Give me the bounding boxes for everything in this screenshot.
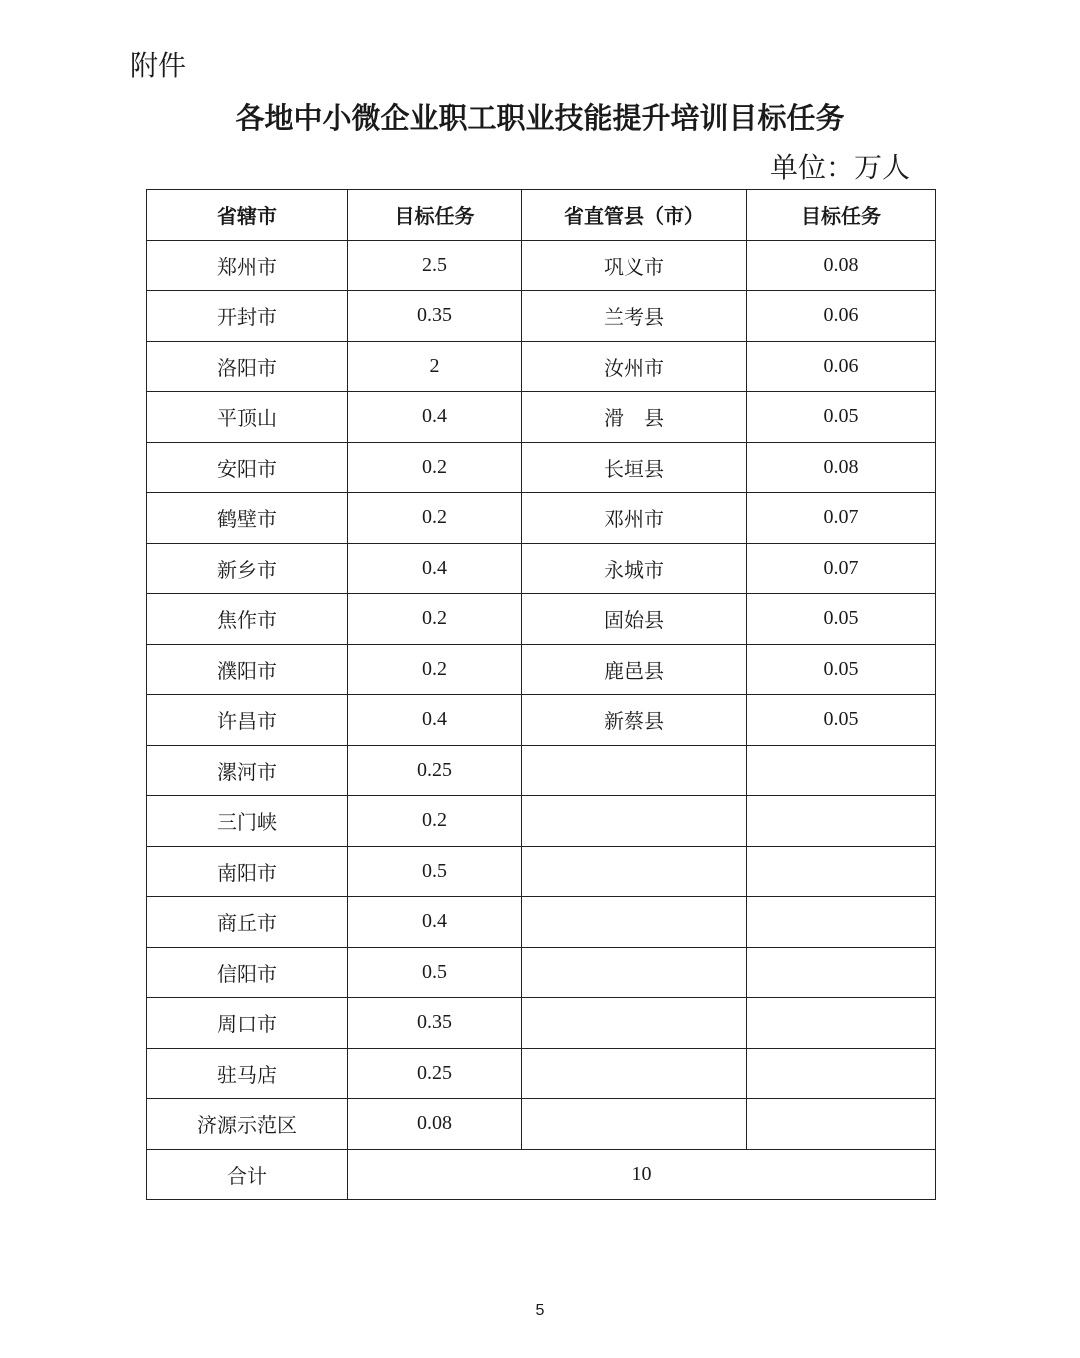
city-target: 0.25 <box>348 1048 522 1099</box>
total-label: 合计 <box>147 1149 348 1200</box>
county-name: 邓州市 <box>522 493 747 544</box>
city-target: 0.2 <box>348 594 522 645</box>
city-target: 2 <box>348 341 522 392</box>
city-target: 0.4 <box>348 695 522 746</box>
header-county-target: 目标任务 <box>747 190 936 241</box>
total-value: 10 <box>348 1149 936 1200</box>
county-target <box>747 745 936 796</box>
table-row <box>147 998 936 1049</box>
city-target: 0.2 <box>348 493 522 544</box>
attachment-label: 附件 <box>130 49 187 82</box>
table-row <box>147 493 936 544</box>
county-name <box>522 846 747 897</box>
county-name: 长垣县 <box>522 442 747 493</box>
city-name: 信阳市 <box>147 947 348 998</box>
city-name: 许昌市 <box>147 695 348 746</box>
county-name: 新蔡县 <box>522 695 747 746</box>
county-target: 0.05 <box>747 695 936 746</box>
table-row <box>147 442 936 493</box>
table-row <box>147 1048 936 1099</box>
table-body <box>147 240 936 1149</box>
target-task-table <box>146 189 936 1200</box>
city-target: 0.25 <box>348 745 522 796</box>
city-name: 周口市 <box>147 998 348 1049</box>
city-name: 焦作市 <box>147 594 348 645</box>
county-target: 0.05 <box>747 644 936 695</box>
county-name: 鹿邑县 <box>522 644 747 695</box>
city-target: 0.4 <box>348 897 522 948</box>
county-name <box>522 998 747 1049</box>
city-name: 南阳市 <box>147 846 348 897</box>
header-city-target: 目标任务 <box>348 190 522 241</box>
header-city: 省辖市 <box>147 190 348 241</box>
city-name: 漯河市 <box>147 745 348 796</box>
city-name: 济源示范区 <box>147 1099 348 1150</box>
county-target: 0.05 <box>747 594 936 645</box>
county-name: 滑 县 <box>522 392 747 443</box>
county-name: 汝州市 <box>522 341 747 392</box>
county-target: 0.08 <box>747 442 936 493</box>
table-row <box>147 341 936 392</box>
city-target: 0.2 <box>348 644 522 695</box>
county-target: 0.06 <box>747 291 936 342</box>
county-name <box>522 1048 747 1099</box>
document-title: 各地中小微企业职工职业技能提升培训目标任务 <box>235 101 845 135</box>
table-row <box>147 897 936 948</box>
county-name: 永城市 <box>522 543 747 594</box>
county-target <box>747 1099 936 1150</box>
city-name: 平顶山 <box>147 392 348 443</box>
table-row <box>147 594 936 645</box>
table-row <box>147 947 936 998</box>
table-row <box>147 796 936 847</box>
header-county: 省直管县（市） <box>522 190 747 241</box>
county-target: 0.05 <box>747 392 936 443</box>
table-total-row <box>147 1149 936 1200</box>
city-target: 0.08 <box>348 1099 522 1150</box>
city-name: 濮阳市 <box>147 644 348 695</box>
city-name: 鹤壁市 <box>147 493 348 544</box>
county-target <box>747 947 936 998</box>
city-name: 安阳市 <box>147 442 348 493</box>
city-target: 0.35 <box>348 291 522 342</box>
city-target: 2.5 <box>348 240 522 291</box>
city-target: 0.4 <box>348 543 522 594</box>
table-row <box>147 392 936 443</box>
table-row <box>147 1099 936 1150</box>
city-target: 0.35 <box>348 998 522 1049</box>
table-row <box>147 644 936 695</box>
city-target: 0.2 <box>348 442 522 493</box>
county-target: 0.07 <box>747 493 936 544</box>
table-row <box>147 745 936 796</box>
unit-label: 单位：万人 <box>769 151 910 184</box>
county-target <box>747 897 936 948</box>
county-target <box>747 846 936 897</box>
county-name: 巩义市 <box>522 240 747 291</box>
county-name <box>522 947 747 998</box>
county-name <box>522 897 747 948</box>
city-target: 0.5 <box>348 947 522 998</box>
city-name: 新乡市 <box>147 543 348 594</box>
county-target: 0.06 <box>747 341 936 392</box>
county-target <box>747 796 936 847</box>
county-target: 0.08 <box>747 240 936 291</box>
city-target: 0.4 <box>348 392 522 443</box>
table-row <box>147 695 936 746</box>
page-number: 5 <box>535 1302 545 1319</box>
city-name: 驻马店 <box>147 1048 348 1099</box>
table-row <box>147 543 936 594</box>
county-name: 兰考县 <box>522 291 747 342</box>
county-target: 0.07 <box>747 543 936 594</box>
county-target <box>747 1048 936 1099</box>
county-target <box>747 998 936 1049</box>
county-name <box>522 796 747 847</box>
table-header-row <box>147 190 936 241</box>
city-target: 0.2 <box>348 796 522 847</box>
table-row <box>147 291 936 342</box>
city-name: 洛阳市 <box>147 341 348 392</box>
county-name <box>522 1099 747 1150</box>
county-name: 固始县 <box>522 594 747 645</box>
city-name: 商丘市 <box>147 897 348 948</box>
city-target: 0.5 <box>348 846 522 897</box>
city-name: 三门峡 <box>147 796 348 847</box>
county-name <box>522 745 747 796</box>
table-row <box>147 240 936 291</box>
table-row <box>147 846 936 897</box>
city-name: 开封市 <box>147 291 348 342</box>
city-name: 郑州市 <box>147 240 348 291</box>
